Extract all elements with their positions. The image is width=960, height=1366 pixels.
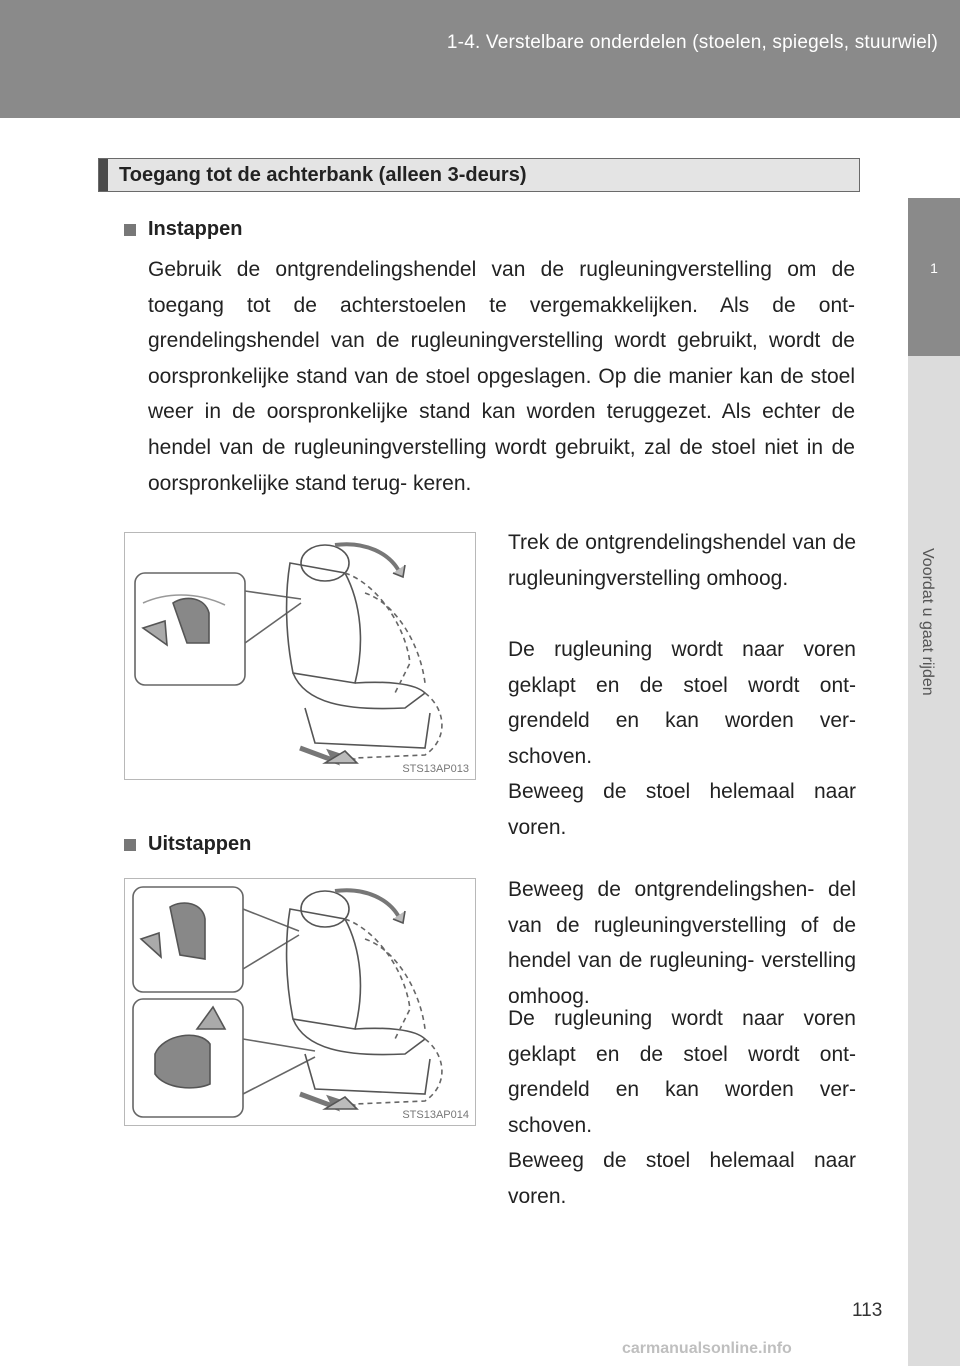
- instappen-heading: [124, 218, 242, 241]
- instappen-heading-text: Instappen: [148, 218, 243, 240]
- seat-diagram-1: [125, 533, 475, 779]
- figure-code: STS13AP014: [402, 1109, 469, 1121]
- chapter-number: 1: [930, 260, 938, 276]
- chapter-label: Voordat u gaat rijden: [919, 548, 936, 696]
- instappen-step1: Trek de ontgrendelingshendel van de rugleuningverstelling omhoog.: [508, 531, 856, 590]
- seat-illustration-instappen: [124, 532, 476, 780]
- instappen-step3: Beweeg de stoel helemaal naar voren.: [508, 780, 856, 839]
- square-bullet-icon: [124, 839, 136, 851]
- seat-illustration-uitstappen: [124, 878, 476, 1126]
- uitstappen-step3: Beweeg de stoel helemaal naar voren.: [508, 1149, 856, 1208]
- chapter-tab: [908, 198, 960, 356]
- section-title-box: [98, 158, 860, 192]
- uitstappen-step1: Beweeg de ontgrendelingshen- del van de rugleuningverstelling of de hendel van de rugleuning- verstelling omhoog.: [508, 878, 856, 1008]
- figure-code: STS13AP013: [402, 763, 469, 775]
- seat-diagram-2: [125, 879, 475, 1125]
- instappen-paragraph: Gebruik de ontgrendelingshendel van de rugleuningverstelling om de toegang tot de achterstoelen te vergemakkelijken. Als de ont- grendelingshendel van de rugleuningverstelling wordt gebruikt, wordt de oorspronkelijke stand van de stoel opgeslagen. Op die manier kan de stoel weer in de oorspronkelijke stand kan worden teruggezet. Als echter de hendel van de rugleuningverstelling wordt gebruikt, zal de stoel niet in de oorspronkelijke stand terug- keren.: [148, 258, 855, 495]
- uitstappen-heading: [124, 833, 251, 856]
- uitstappen-heading-text: Uitstappen: [148, 833, 252, 855]
- chapter-title: 1-4. Verstelbare onderdelen (stoelen, spiegels, stuurwiel): [446, 32, 938, 53]
- uitstappen-step2: De rugleuning wordt naar voren geklapt en de stoel wordt ont- grendeld en kan worden ver- schoven.: [508, 1007, 856, 1137]
- page-header: [0, 0, 960, 118]
- section-title: Toegang tot de achterbank (alleen 3-deurs): [119, 164, 527, 186]
- square-bullet-icon: [124, 224, 136, 236]
- footer-watermark: carmanualsonline.info: [622, 1340, 792, 1357]
- section-title-marker: [99, 159, 108, 191]
- page-number: 113: [852, 1300, 883, 1321]
- instappen-step2: De rugleuning wordt naar voren geklapt en de stoel wordt ont- grendeld en kan worden ver- schoven.: [508, 638, 856, 768]
- side-strip: [908, 356, 960, 1366]
